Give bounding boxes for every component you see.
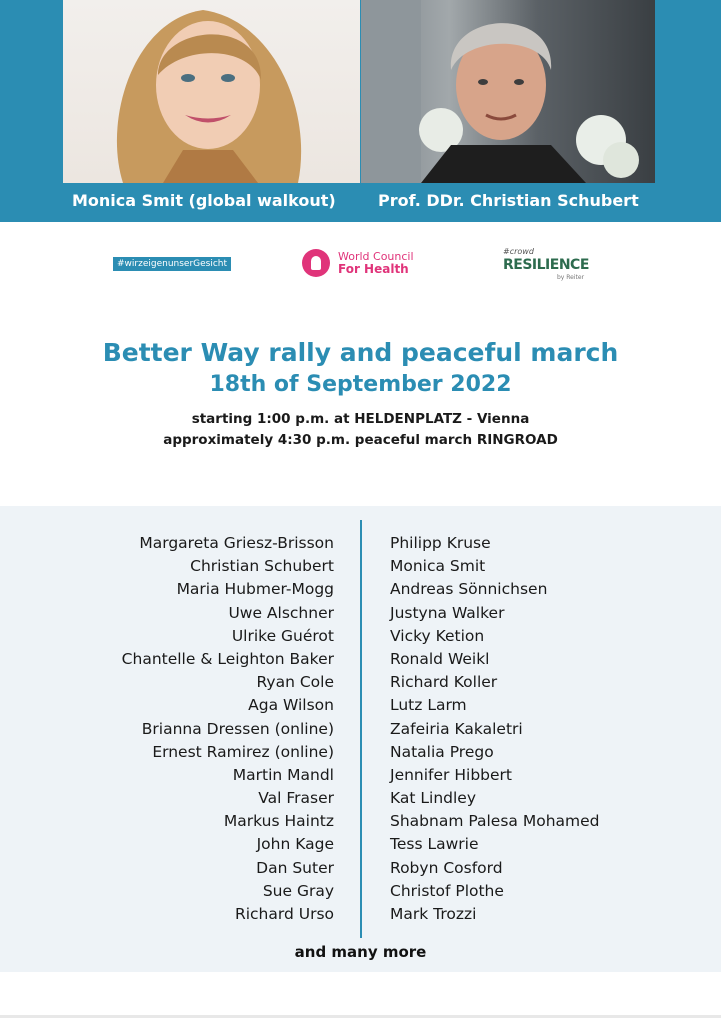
speaker-name: Martin Mandl xyxy=(232,765,334,784)
speaker-name: Monica Smit xyxy=(390,557,486,576)
speaker-name: Maria Hubmer-Mogg xyxy=(176,580,334,599)
speaker-name: Val Fraser xyxy=(258,789,334,808)
speaker-name: Aga Wilson xyxy=(248,696,334,715)
speakers-left-list xyxy=(122,533,334,927)
footer-divider xyxy=(0,1015,721,1018)
speaker-name: Lutz Larm xyxy=(390,696,467,715)
speaker-name: Vicky Ketion xyxy=(390,626,485,645)
speaker-name: Shabnam Palesa Mohamed xyxy=(390,812,600,831)
speaker-name: Christof Plothe xyxy=(390,881,504,900)
wch-line2: For Health xyxy=(338,262,409,276)
speaker-name: Andreas Sönnichsen xyxy=(390,580,548,599)
and-many-more: and many more xyxy=(294,943,427,961)
speaker-name: Markus Haintz xyxy=(223,812,334,831)
speaker-name: Natalia Prego xyxy=(390,742,494,761)
photo-monica-smit xyxy=(63,0,360,183)
speaker-name: Ernest Ramirez (online) xyxy=(152,742,334,761)
resilience-small: #crowd xyxy=(503,247,534,256)
speaker-name: Christian Schubert xyxy=(190,557,334,576)
speaker-name: Ryan Cole xyxy=(256,673,334,692)
wch-line1: World Council xyxy=(338,250,414,263)
speaker-name: Sue Gray xyxy=(262,881,334,900)
speaker-name: Uwe Alschner xyxy=(228,603,334,622)
speaker-name: Philipp Kruse xyxy=(390,534,491,552)
speaker-name: Ulrike Guérot xyxy=(231,626,334,645)
speakers-divider xyxy=(360,520,362,938)
speaker-name: Tess Lawrie xyxy=(390,835,479,854)
speaker-name: Kat Lindley xyxy=(390,789,477,808)
event-date: 18th of September 2022 xyxy=(209,372,512,397)
speaker-name: Margareta Griesz-Brisson xyxy=(139,534,334,552)
speaker-name: John Kage xyxy=(256,835,334,854)
speaker-name: Richard Urso xyxy=(234,905,334,923)
speakers-right-list xyxy=(390,533,600,927)
event-start-info: starting 1:00 p.m. at HELDENPLATZ - Vienna xyxy=(191,411,530,427)
wch-emblem-icon xyxy=(302,249,330,277)
event-march-info: approximately 4:30 p.m. peaceful march RINGROAD xyxy=(163,432,558,448)
photo-christian-schubert xyxy=(361,0,655,183)
speaker-name: Richard Koller xyxy=(390,673,498,692)
speaker-name: Mark Trozzi xyxy=(390,905,477,923)
resilience-tag: by Reiter xyxy=(557,274,585,281)
resilience-main: RESILIENCE xyxy=(503,257,589,273)
event-title: Better Way rally and peaceful march xyxy=(102,338,619,367)
speaker-name: Jennifer Hibbert xyxy=(390,765,512,784)
logo-crowd-resilience xyxy=(503,247,589,283)
logo-world-council-for-health xyxy=(302,247,422,279)
speaker-name: Brianna Dressen (online) xyxy=(141,719,334,738)
caption-monica-smit: Monica Smit (global walkout) xyxy=(72,191,336,210)
speaker-name: Robyn Cosford xyxy=(390,858,503,877)
speaker-name: Dan Suter xyxy=(256,858,334,877)
speaker-name: Chantelle & Leighton Baker xyxy=(121,649,334,668)
caption-christian-schubert: Prof. DDr. Christian Schubert xyxy=(378,191,639,210)
speaker-name: Justyna Walker xyxy=(390,603,505,622)
logo-wirzeigenunsergesicht: #wirzeigenunserGesicht xyxy=(113,257,231,271)
speaker-name: Zafeiria Kakaletri xyxy=(390,719,523,738)
speaker-name: Ronald Weikl xyxy=(390,649,490,668)
